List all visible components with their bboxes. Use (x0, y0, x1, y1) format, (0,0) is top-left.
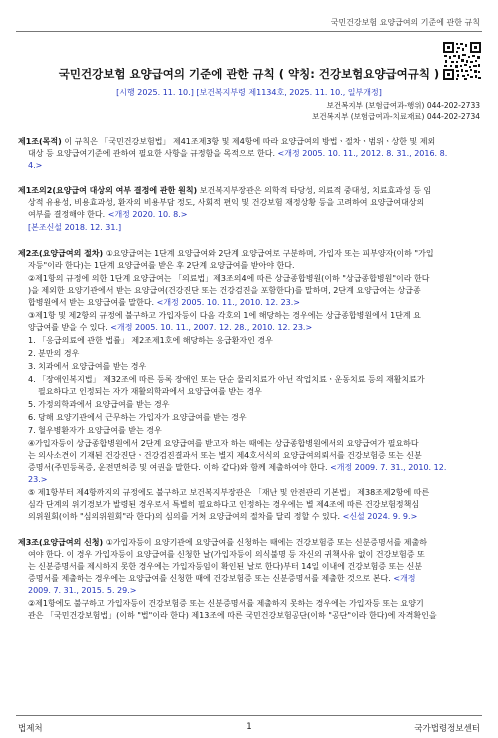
line-text: 4. 「장애인복지법」 제32조에 따른 등록 장애인 또는 단순 물리치료가 아닌 작업치료ㆍ운동치료 등의 재활치료가 (28, 375, 425, 384)
line-text: 이 규칙은 「국민건강보험법」 제41조제3항 및 제4항에 따라 요양급여의 방법ㆍ절차ㆍ범위ㆍ상한 및 제외 (61, 137, 436, 146)
line-text: ④가입자등이 상급종합병원에서 2단계 요양급여를 받고자 하는 때에는 상급종합병원에서의 요양급여가 필요하다 (28, 439, 419, 448)
footer-publisher: 법제처 (18, 724, 43, 734)
text-line (28, 261, 295, 271)
text-line (28, 475, 47, 485)
text-line (28, 574, 416, 584)
amendment-note: <신설 2024. 9. 9.> (342, 512, 418, 521)
line-text: 5. 가정의학과에서 요양급여를 받는 경우 (28, 400, 170, 409)
text-line (18, 249, 434, 259)
text-line (28, 512, 417, 522)
amendment-note: [본조신설 2018. 12. 31.] (28, 223, 122, 232)
header-rule (16, 31, 482, 32)
text-line (28, 198, 424, 208)
line-text: 양급여를 받을 수 있다. (28, 323, 111, 332)
line-text: 2. 분만의 경우 (28, 349, 80, 358)
line-text: ③제1항 및 제2항의 규정에 불구하고 가입자등이 다음 각호의 1에 해당하는 경우에는 상급종합병원에서 1단계 요 (28, 311, 421, 320)
line-text: 3. 치과에서 요양급여를 받는 경우 (28, 362, 147, 371)
text-line (28, 451, 422, 461)
line-text: )을 제외한 요양기관에서 받는 요양급여(건강진단 또는 건강검진을 포함한다)를 말하며, 2단계 요양급여는 상급종 (28, 286, 421, 295)
text-line (28, 400, 169, 410)
article-heading: 제3조(요양급여의 신청) (18, 538, 104, 547)
amendment-note: <개정 2020. 10. 8.> (107, 210, 188, 219)
text-line (28, 311, 421, 321)
line-text: 필요하다고 인정되는 자가 재활의학과에서 요양급여를 받는 경우 (38, 387, 262, 396)
running-header: 국민건강보험 요양급여의 기준에 관한 규칙 (330, 18, 480, 27)
amendment-note: <개정 2005. 10. 11., 2012. 8. 31., 2016. 8. (277, 149, 448, 158)
line-text: 여부를 결정해야 한다. (28, 210, 108, 219)
text-line (28, 223, 121, 233)
text-line (38, 387, 262, 397)
line-text: 합병원에서 받는 요양급여를 말한다. (28, 298, 157, 307)
line-text: 의위원회(이하 "심의위원회"라 한다)의 심의를 거쳐 요양급여의 절차를 달리 정할 수 있다. (28, 512, 343, 521)
line-text: 자등"이라 한다)는 1단계 요양급여를 받은 후 2단계 요양급여를 받아야 한다. (28, 261, 295, 270)
amendment-note: 23.> (28, 475, 48, 484)
article-heading: 제1조(목적) (18, 137, 62, 146)
article-heading: 제2조(요양급여의 절차) (18, 249, 104, 258)
ministry-contact: 보건복지부 (보험급여과-행위) 044-202-2733 (326, 101, 480, 110)
line-text: 대상 등 요양급여기준에 관하여 필요한 사항을 규정함을 목적으로 한다. (28, 149, 278, 158)
text-line (18, 186, 431, 196)
line-text: 증명서를 제출하는 경우에는 요양급여를 신청한 때에 건강보험증 또는 신분증명서를 제출한 것으로 본다. (28, 574, 394, 583)
text-line (28, 298, 300, 308)
text-line (28, 375, 425, 385)
amendment-note: <개정 (393, 574, 416, 583)
line-text: ①가입자등이 요양기관에 요양급여를 신청하는 때에는 건강보험증 또는 신분증명서를 제출하 (103, 538, 427, 547)
text-line (28, 161, 42, 171)
line-text: 6. 당해 요양기관에서 근무하는 가입자가 요양급여를 받는 경우 (28, 413, 247, 422)
text-line (28, 286, 421, 296)
text-line (28, 439, 419, 449)
enforcement-meta: [시행 2025. 11. 10.] [보건복지부령 제1134호, 2025. 11. 10., 일부개정] (116, 88, 382, 97)
text-line (28, 488, 429, 498)
ministry-contact: 보건복지부 (보험급여과-치료재료) 044-202-2734 (312, 112, 480, 121)
line-text: 여야 한다. 이 경우 가입자등이 요양급여를 신청한 날(가입자등이 의식불명 등 자신의 귀책사유 없이 건강보험증 또 (28, 550, 425, 559)
line-text: 는 신분증명서를 제시하지 못한 경우에는 가입자등임이 확인된 날로 한다)부터 14일 이내에 건강보험증 또는 신분 (28, 562, 423, 571)
text-line (28, 611, 437, 621)
footer-source: 국가법령정보센터 (414, 724, 480, 734)
amendment-note: <개정 2009. 7. 31., 2010. 12. (330, 463, 447, 472)
document-title: 국민건강보험 요양급여의 기준에 관한 규칙 ( 약칭: 건강보험요양급여규칙 ) (58, 67, 440, 81)
text-line (18, 538, 427, 548)
amendment-note: <개정 2005. 10. 11., 2007. 12. 28., 2010. 12. 23.> (110, 323, 313, 332)
footer-rule (16, 715, 482, 716)
text-line (28, 210, 187, 220)
text-line (28, 274, 429, 284)
text-line (28, 336, 273, 346)
line-text: ②제1항의 규정에 의한 1단계 요양급여는 「의료법」제3조의4에 따른 상급종합병원(이하 "상급종합병원"이라 한다 (28, 274, 430, 283)
text-line (28, 562, 422, 572)
text-line (28, 349, 79, 359)
line-text: 상적 유용성, 비용효과성, 환자의 비용부담 정도, 사회적 편익 및 건강보험 재정상황 등을 고려하여 요양급여대상의 (28, 198, 425, 207)
line-text: ②제1항에도 불구하고 가입자등이 건강보험증 또는 신분증명서를 제출하지 못하는 경우에는 가입자등 또는 요양기 (28, 599, 424, 608)
text-line (28, 323, 312, 333)
text-line (18, 137, 435, 147)
text-line (28, 550, 425, 560)
text-line (28, 500, 419, 510)
text-line (28, 413, 247, 423)
line-text: ⑤ 제1항부터 제4항까지의 규정에도 불구하고 보건복지부장관은 「재난 및 안전관리 기본법」 제38조제2항에 따른 (28, 488, 430, 497)
amendment-note: 4.> (28, 161, 43, 170)
line-text: ①요양급여는 1단계 요양급여와 2단계 요양급여로 구분하며, 가입자 또는 피부양자(이하 "가입 (103, 249, 434, 258)
amendment-note: <개정 2005. 10. 11., 2010. 12. 23.> (156, 298, 300, 307)
text-line (28, 463, 446, 473)
text-line (28, 426, 162, 436)
line-text: 보건복지부장관은 의학적 타당성, 의료적 중대성, 치료효과성 등 임 (197, 186, 432, 195)
page-number: 1 (246, 722, 252, 732)
text-line (28, 362, 146, 372)
line-text: 심각 단계의 위기경보가 발령된 경우로서 특별히 필요하다고 인정하는 경우에는 별 제4조에 따른 건강보험정책심 (28, 500, 420, 509)
line-text: 는 의사소견이 기재된 건강진단ㆍ건강검진결과서 또는 별지 제4호서식의 요양급여의뢰서를 건강보험증 또는 신분 (28, 451, 422, 460)
text-line (28, 586, 136, 596)
article-heading: 제1조의2(요양급여 대상의 여부 결정에 관한 원칙) (18, 186, 198, 195)
line-text: 관은 「국민건강보험법」(이하 "법"이라 한다) 제13조에 따른 국민건강보험공단(이하 "공단"이라 한다)에 자격확인을 (28, 611, 437, 620)
text-line (28, 599, 424, 609)
amendment-note: 2009. 7. 31., 2015. 5. 29.> (28, 586, 137, 595)
line-text: 증명서(주민등록증, 운전면허증 및 여권을 말한다. 이하 같다)와 함께 제출하여야 한다. (28, 463, 331, 472)
line-text: 7. 혈우병환자가 요양급여를 받는 경우 (28, 426, 162, 435)
text-line (28, 149, 447, 159)
line-text: 1. 「응급의료에 관한 법률」 제2조제1호에 해당하는 응급환자인 경우 (28, 336, 273, 345)
